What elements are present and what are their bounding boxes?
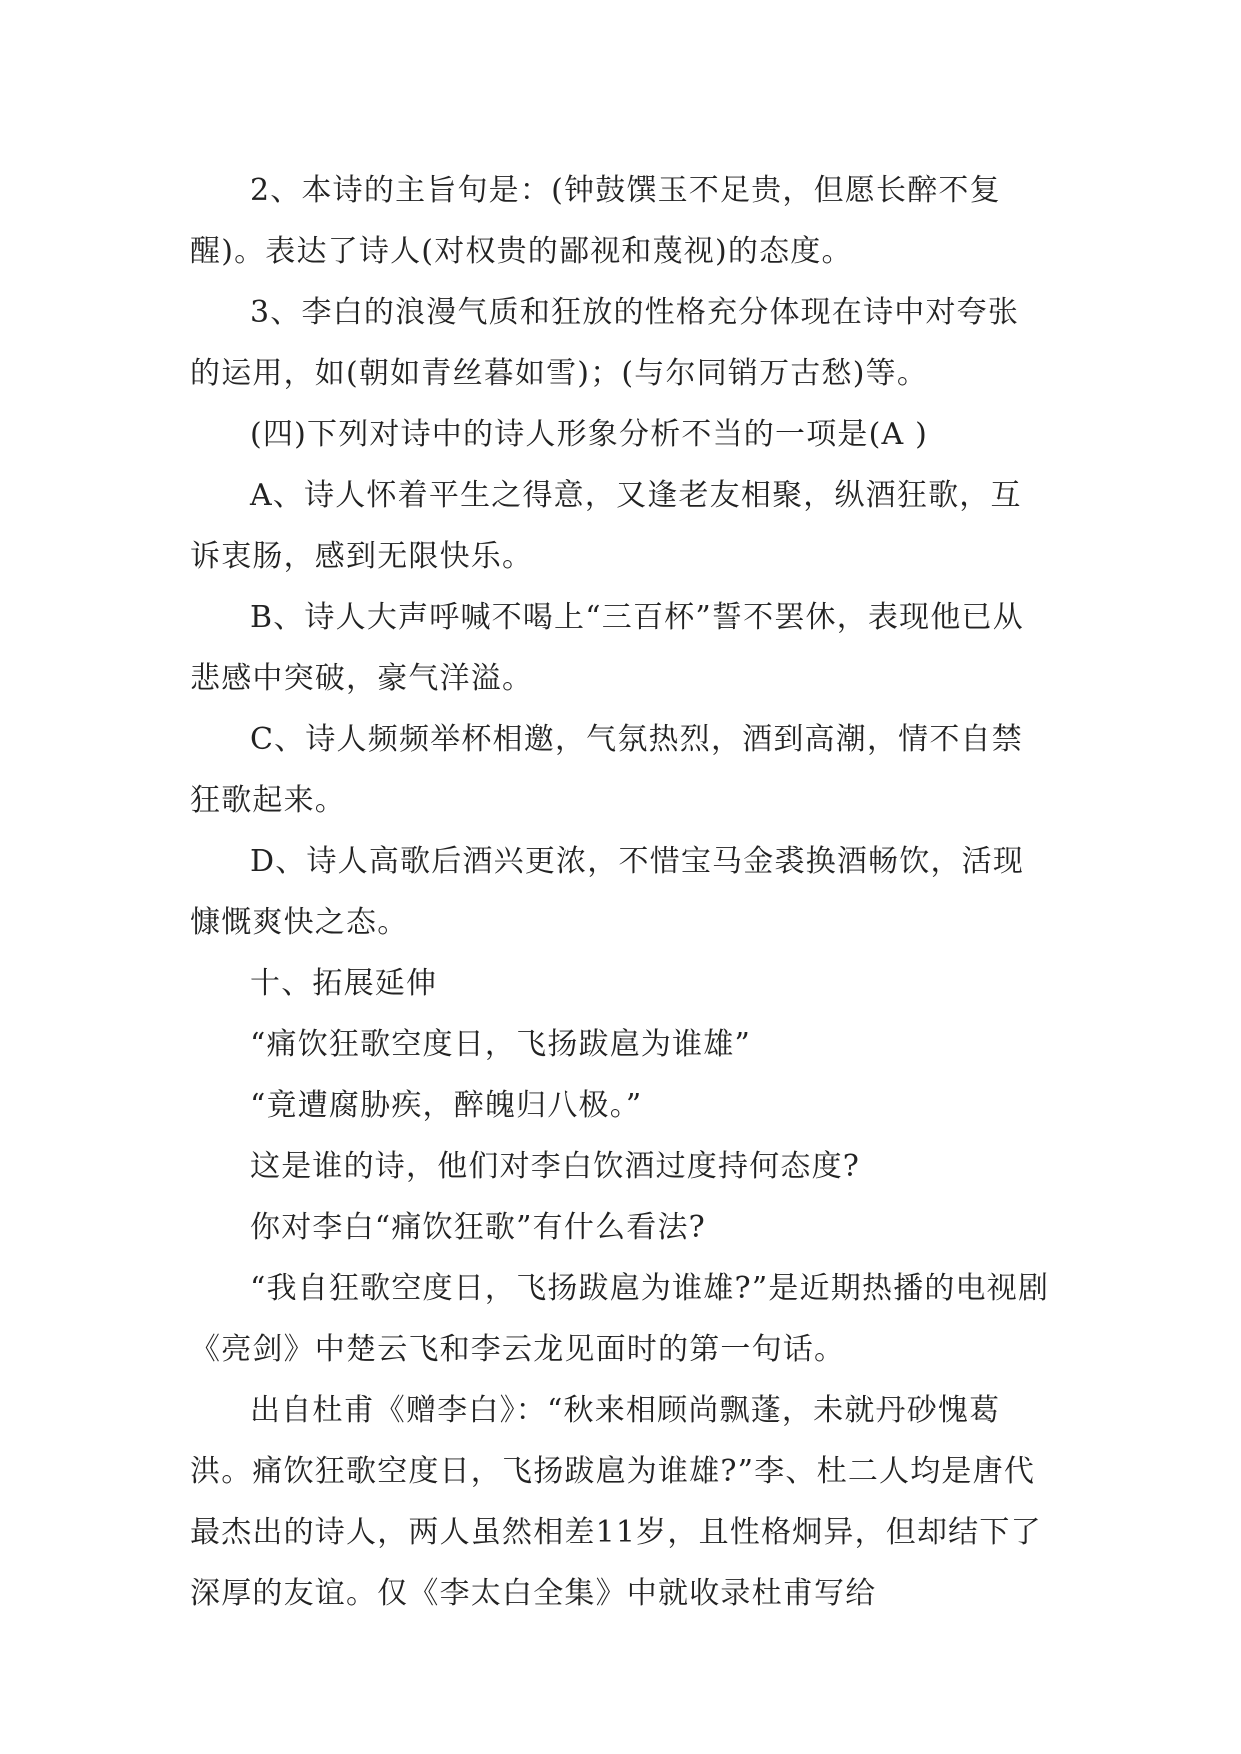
document-body [190, 160, 1050, 1624]
section-heading-extension: 十、拓展延伸 [250, 966, 438, 1001]
paragraph-main-idea: 2、本诗的主旨句是：(钟鼓馔玉不足贵，但愿长醉不复醒)。表达了诗人(对权贵的鄙视和蔑视)的态度。 [190, 173, 1001, 269]
paragraph-source: 出自杜甫《赠李白》：“秋来相顾尚飘蓬，未就丹砂愧葛洪。痛饮狂歌空度日，飞扬跋扈为谁雄?”李、杜二人均是唐代最杰出的诗人，两人虽然相差11岁，且性格炯异，但却结下了深厚的友谊。仅《李太白全集》中就收录杜甫写给 [190, 1393, 1042, 1611]
question-opinion: 你对李白“痛饮狂歌”有什么看法? [250, 1210, 706, 1245]
option-a: A、诗人怀着平生之得意，又逢老友相聚，纵酒狂歌，互诉衷肠，感到无限快乐。 [190, 478, 1022, 574]
quote-drunk-soul: “竟遭腐胁疾，醉魄归八极。” [250, 1088, 643, 1123]
paragraph-tv-drama: “我自狂歌空度日，飞扬跋扈为谁雄?”是近期热播的电视剧《亮剑》中楚云飞和李云龙见面时的第一句话。 [190, 1271, 1050, 1367]
option-c: C、诗人频频举杯相邀，气氛热烈，酒到高潮，情不自禁狂歌起来。 [190, 722, 1023, 818]
question-four: (四)下列对诗中的诗人形象分析不当的一项是(A ) [250, 417, 929, 452]
question-whose-poem: 这是谁的诗，他们对李白饮酒过度持何态度? [250, 1149, 861, 1184]
paragraph-exaggeration: 3、李白的浪漫气质和狂放的性格充分体现在诗中对夸张的运用，如(朝如青丝暮如雪)；(与尔同销万古愁)等。 [190, 295, 1020, 391]
option-d: D、诗人高歌后酒兴更浓，不惜宝马金裘换酒畅饮，活现慷慨爽快之态。 [190, 844, 1025, 940]
option-b: B、诗人大声呼喊不喝上“三百杯”誓不罢休，表现他已从悲感中突破，豪气洋溢。 [190, 600, 1024, 696]
quote-du-fu: “痛饮狂歌空度日，飞扬跋扈为谁雄” [250, 1027, 752, 1062]
